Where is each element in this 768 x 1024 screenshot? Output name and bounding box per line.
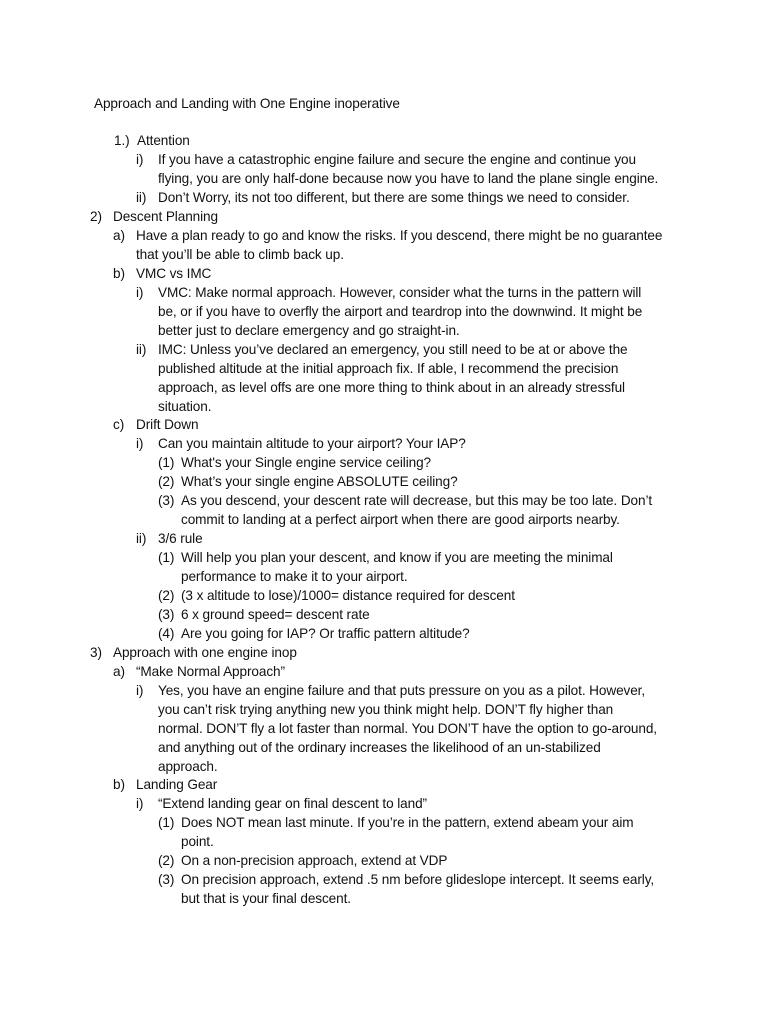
list-marker: 1.) [114, 133, 130, 148]
list-item-text: As you descend, your descent rate will decrease, but this may be too late. Don’t [181, 493, 653, 508]
subsection-heading: “Make Normal Approach” [136, 664, 285, 679]
subsection-heading: Landing Gear [136, 777, 218, 792]
list-item-text: approach, as level offs are one more thing to think about in an already stressful [158, 380, 625, 395]
list-marker: i) [136, 285, 144, 300]
list-item-text: Does NOT mean last minute. If you’re in the pattern, extend abeam your aim [181, 815, 634, 830]
list-marker: i) [136, 796, 144, 811]
list-item-text: What's your Single engine service ceiling? [181, 455, 432, 470]
list-marker: i) [136, 436, 144, 451]
list-item-text: “Extend landing gear on final descent to land” [158, 796, 427, 811]
list-marker: 2) [90, 209, 102, 224]
list-item-text: 3/6 rule [158, 531, 203, 546]
list-item-text: IMC: Unless you’ve declared an emergency, you still need to be at or above the [158, 342, 628, 357]
list-item-text: Have a plan ready to go and know the risks. If you descend, there might be no guarantee [136, 228, 663, 243]
list-marker: ii) [136, 190, 147, 205]
list-marker: i) [136, 683, 144, 698]
list-item-text: 6 x ground speed= descent rate [181, 607, 370, 622]
list-item-text: On a non-precision approach, extend at VDP [181, 853, 448, 868]
list-item-text: be, or if you have to overfly the airport and teardrop into the downwind. It might be [158, 304, 643, 319]
section-heading: Attention [137, 133, 190, 148]
list-marker: (4) [158, 626, 175, 641]
list-marker: (2) [158, 588, 175, 603]
list-marker: i) [136, 152, 144, 167]
list-marker: ii) [136, 342, 147, 357]
list-marker: b) [113, 777, 125, 792]
list-item-text: situation. [158, 399, 212, 414]
list-item-text: you can’t risk trying anything new you think might help. DON’T fly higher than [158, 702, 614, 717]
list-item-text: normal. DON’T fly a lot faster than normal. You DON’T have the option to go-around, [158, 721, 657, 736]
list-item-text: flying, you are only half-done because now you have to land the plane single engine. [158, 171, 659, 186]
list-item-text: Can you maintain altitude to your airport? Your IAP? [158, 436, 466, 451]
list-marker: 3) [90, 645, 102, 660]
list-marker: (3) [158, 872, 175, 887]
subsection-heading: Drift Down [136, 417, 199, 432]
section-heading: Descent Planning [113, 209, 218, 224]
list-marker: (2) [158, 853, 175, 868]
list-item-text: point. [181, 834, 214, 849]
list-item-text: VMC: Make normal approach. However, consider what the turns in the pattern will [158, 285, 642, 300]
list-item-text: Will help you plan your descent, and know if you are meeting the minimal [181, 550, 613, 565]
document-title: Approach and Landing with One Engine inoperative [94, 96, 400, 111]
list-item-text: and anything out of the ordinary increases the likelihood of an un-stabilized [158, 740, 601, 755]
list-item-text: that you’ll be able to climb back up. [136, 247, 344, 262]
list-item-text: (3 x altitude to lose)/1000= distance required for descent [181, 588, 515, 603]
list-marker: (1) [158, 550, 175, 565]
list-item-text: published altitude at the initial approach fix. If able, I recommend the precision [158, 361, 619, 376]
list-marker: (3) [158, 493, 175, 508]
list-item-text: commit to landing at a perfect airport when there are good airports nearby. [181, 512, 620, 527]
list-item-text: If you have a catastrophic engine failure and secure the engine and continue you [158, 152, 636, 167]
list-marker: a) [113, 228, 125, 243]
list-item-text: Don’t Worry, its not too different, but there are some things we need to consider. [158, 190, 630, 205]
list-item-text: On precision approach, extend .5 nm before glideslope intercept. It seems early, [181, 872, 655, 887]
list-marker: a) [113, 664, 125, 679]
list-marker: b) [113, 266, 125, 281]
list-marker: c) [113, 417, 125, 432]
list-item-text: better just to declare emergency and go straight-in. [158, 323, 460, 338]
list-item-text: approach. [158, 759, 218, 774]
list-marker: (2) [158, 474, 175, 489]
list-item-text: but that is your final descent. [181, 891, 351, 906]
list-item-text: Are you going for IAP? Or traffic pattern altitude? [181, 626, 470, 641]
list-marker: (3) [158, 607, 175, 622]
list-marker: ii) [136, 531, 147, 546]
list-item-text: Yes, you have an engine failure and that puts pressure on you as a pilot. However, [158, 683, 646, 698]
section-heading: Approach with one engine inop [113, 645, 297, 660]
list-item-text: performance to make it to your airport. [181, 569, 408, 584]
subsection-heading: VMC vs IMC [136, 266, 212, 281]
list-marker: (1) [158, 455, 175, 470]
list-item-text: What’s your single engine ABSOLUTE ceiling? [181, 474, 458, 489]
list-marker: (1) [158, 815, 175, 830]
